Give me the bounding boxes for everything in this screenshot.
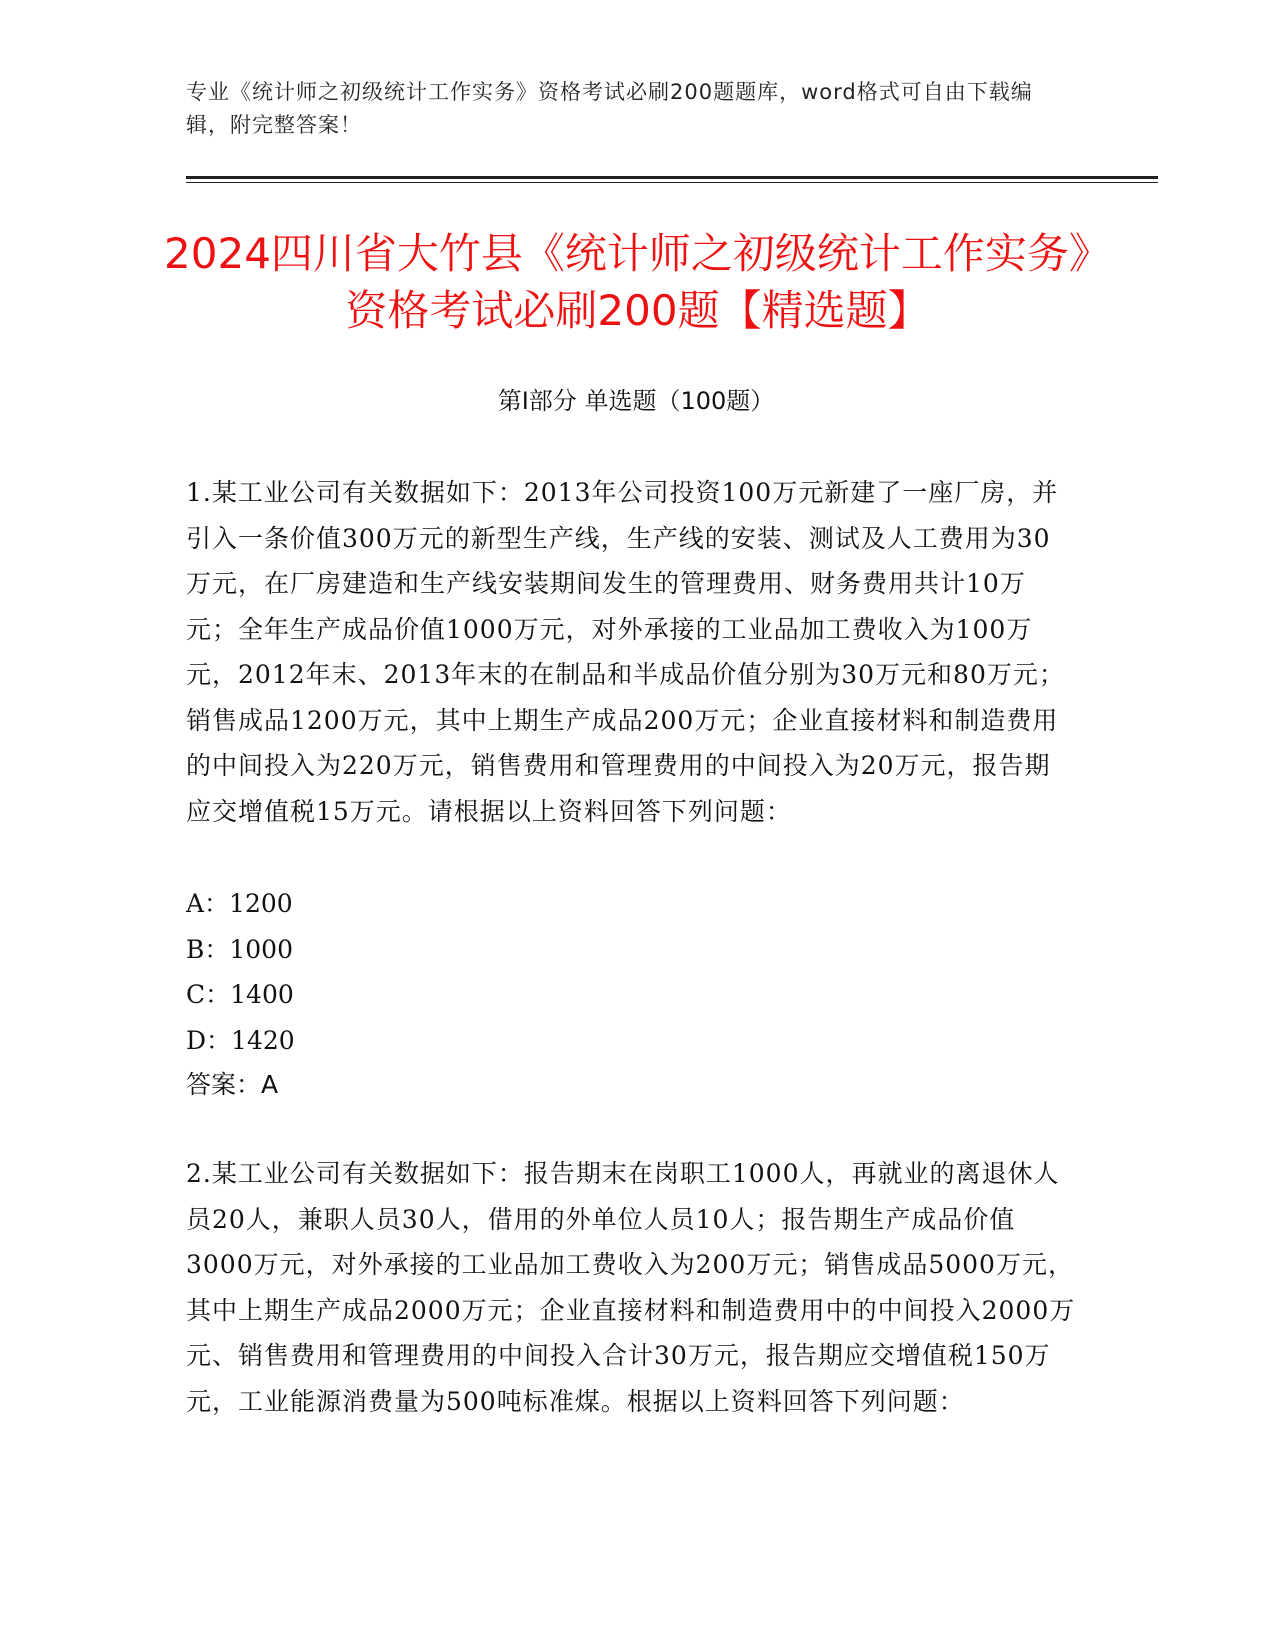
- document-title: 2024四川省大竹县《统计师之初级统计工作实务》资格考试必刷200题【精选题】: [164, 229, 1111, 335]
- section-title: 第Ⅰ部分 单选题（100题）: [497, 387, 775, 415]
- header-note: 专业《统计师之初级统计工作实务》资格考试必刷200题题库，word格式可自由下载编辑，附完整答案！: [186, 80, 1033, 137]
- header-divider-thin: [186, 182, 1158, 183]
- question-1-answer: 答案：A: [186, 1070, 279, 1099]
- header-divider-thick: [186, 176, 1158, 179]
- question-1-text: 1.某工业公司有关数据如下：2013年公司投资100万元新建了一座厂房，并引入一条价值300万元的新型生产线，生产线的安装、测试及人工费用为30万元，在厂房建造和生产线安装期间发生的管理费用、财务费用共计10万元；全年生产成品价值1000万元，对外承接的工业品加工费收入为100万元，2012年末、2013年末的在制品和半成品价值分别为30万元和80万元；销售成品1200万元，其中上期生产成品200万元；企业直接材料和制造费用的中间投入为220万元，销售费用和管理费用的中间投入为20万元，报告期应交增值税15万元。请根据以上资料回答下列问题：: [186, 478, 1065, 826]
- option-d: D：1420: [186, 1025, 295, 1055]
- option-c: C：1400: [186, 980, 294, 1009]
- question-1-options: [186, 881, 786, 1063]
- option-a: A：1200: [186, 889, 293, 918]
- question-2-text: 2.某工业公司有关数据如下：报告期末在岗职工1000人，再就业的离退休人员20人，兼职人员30人，借用的外单位人员10人；报告期生产成品价值3000万元，对外承接的工业品加工费收入为200万元；销售成品5000万元，其中上期生产成品2000万元；企业直接材料和制造费用中的中间投入2000万元、销售费用和管理费用的中间投入合计30万元，报告期应交增值税150万元，工业能源消费量为500吨标准煤。根据以上资料回答下列问题：: [186, 1159, 1076, 1416]
- option-b: B：1000: [186, 934, 293, 964]
